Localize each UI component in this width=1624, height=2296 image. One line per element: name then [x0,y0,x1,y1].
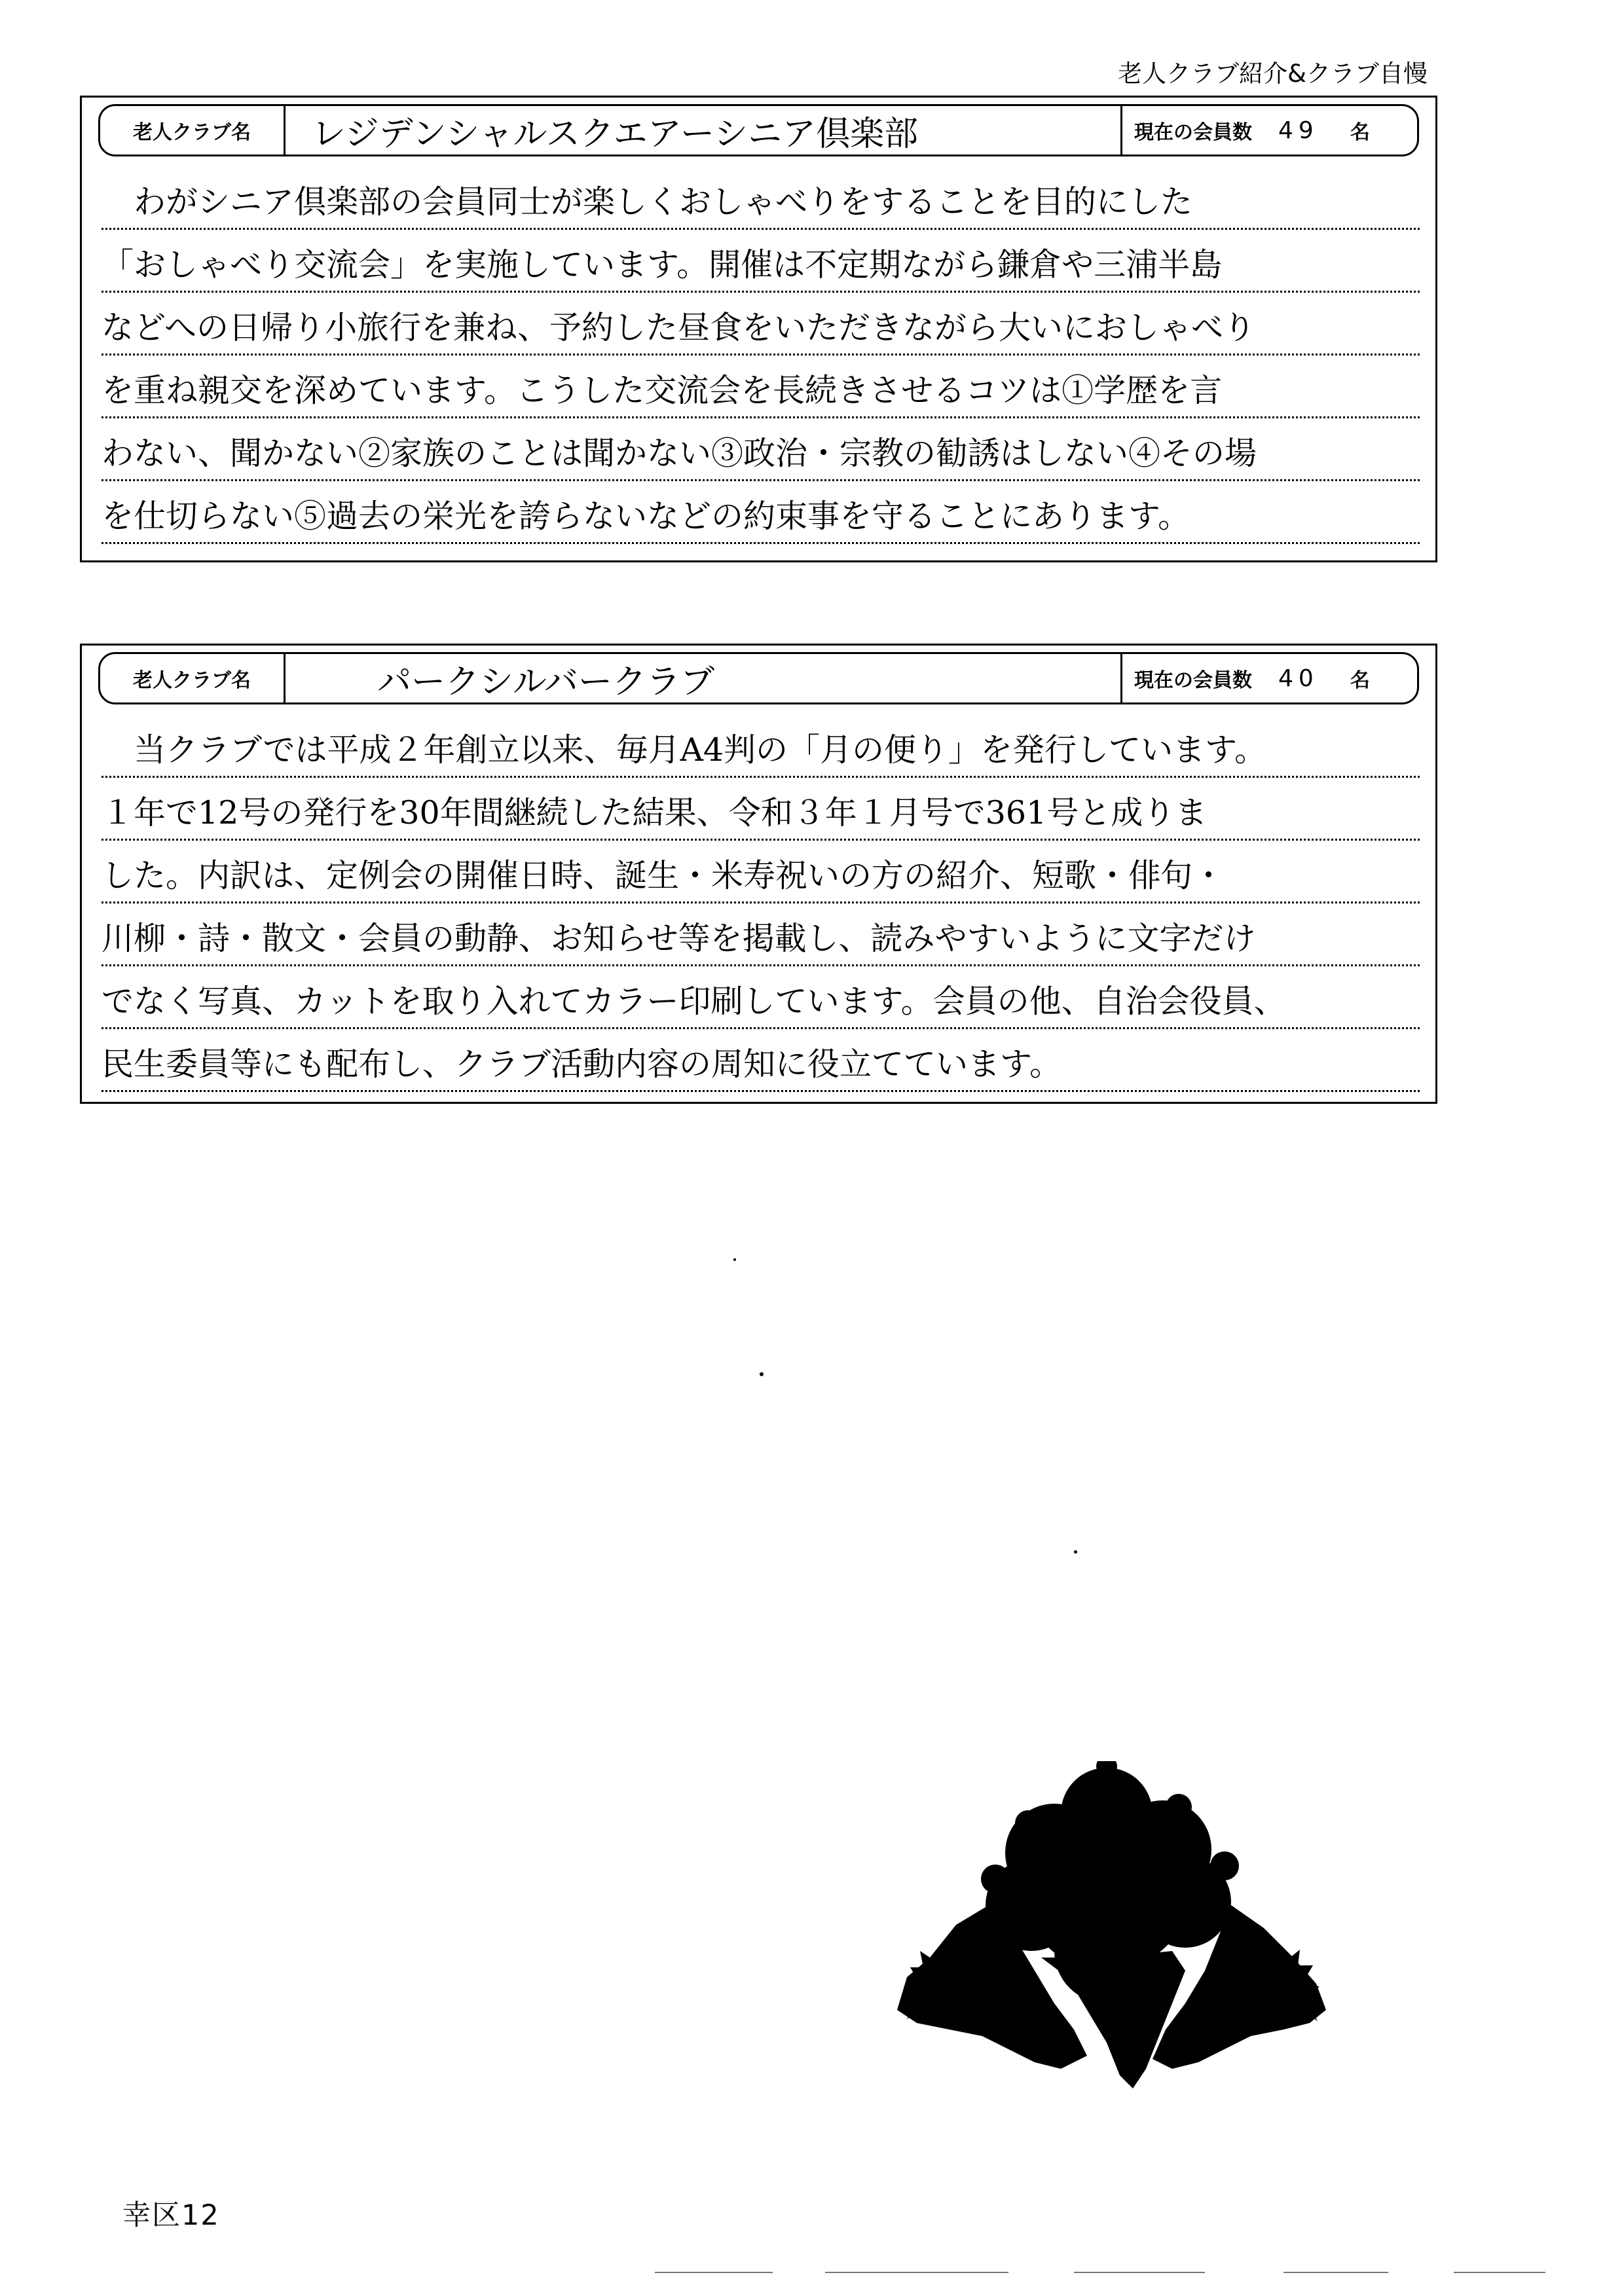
member-count-unit: 名 [1350,669,1370,692]
member-count-label: 現在の会員数 [1134,669,1252,692]
description-line: 「おしゃべり交流会」を実施しています。開催は不定期ながら鎌倉や三浦半島 [101,230,1420,293]
scan-speck [733,1258,736,1261]
scan-rule [1074,2272,1205,2273]
description-line: １年で12号の発行を30年間継続した結果、令和３年１月号で361号と成りま [101,778,1420,841]
description-line: わない、聞かない②家族のことは聞かない③政治・宗教の勧誘はしない④その場 [101,418,1420,481]
page-header-title: 老人クラブ紹介&クラブ自慢 [1118,60,1428,88]
scan-speck [1074,1550,1077,1554]
scan-speck [760,1372,764,1376]
club-name: パークシルバークラブ [286,654,1122,702]
description-line: などへの日帰り小旅行を兼ね、予約した昼食をいただきながら大いにおしゃべり [101,293,1420,355]
club-box-residential-square [80,96,1437,562]
club-description [101,715,1420,1092]
description-line: 民生委員等にも配布し、クラブ活動内容の周知に役立てています。 [101,1029,1420,1092]
member-count-cell [1122,106,1417,155]
description-line: を仕切らない⑤過去の栄光を誇らないなどの約束事を守ることにあります。 [101,481,1420,544]
hydrangea-icon [891,1761,1336,2088]
description-line: した。内訳は、定例会の開催日時、誕生・米寿祝いの方の紹介、短歌・俳句・ [101,841,1420,903]
club-label-row [98,652,1419,704]
page-number-label: 幸区12 [122,2199,220,2232]
scan-rule [655,2272,773,2273]
description-line: を重ね親交を深めています。こうした交流会を長続きさせるコツは①学歴を言 [101,355,1420,418]
club-name-label: 老人クラブ名 [100,106,286,155]
scan-rule [825,2272,1008,2273]
description-line: 川柳・詩・散文・会員の動静、お知らせ等を掲載し、読みやすいように文字だけ [101,903,1420,966]
club-box-park-silver [80,644,1437,1104]
club-description [101,167,1420,544]
club-label-row [98,104,1419,156]
club-name-label: 老人クラブ名 [100,654,286,702]
description-line: わがシニア倶楽部の会員同士が楽しくおしゃべりをすることを目的にした [101,167,1420,230]
club-name: レジデンシャルスクエアーシニア倶楽部 [286,106,1122,155]
description-line: でなく写真、カットを取り入れてカラー印刷しています。会員の他、自治会役員、 [101,966,1420,1029]
scan-rule [1283,2272,1388,2273]
description-line: 当クラブでは平成２年創立以来、毎月A4判の「月の便り」を発行しています。 [101,715,1420,778]
member-count-value: 40 [1278,665,1319,692]
member-count-label: 現在の会員数 [1134,121,1252,144]
member-count-unit: 名 [1350,121,1370,144]
member-count-value: 49 [1278,117,1319,144]
scan-rule [1454,2272,1545,2273]
member-count-cell [1122,654,1417,702]
